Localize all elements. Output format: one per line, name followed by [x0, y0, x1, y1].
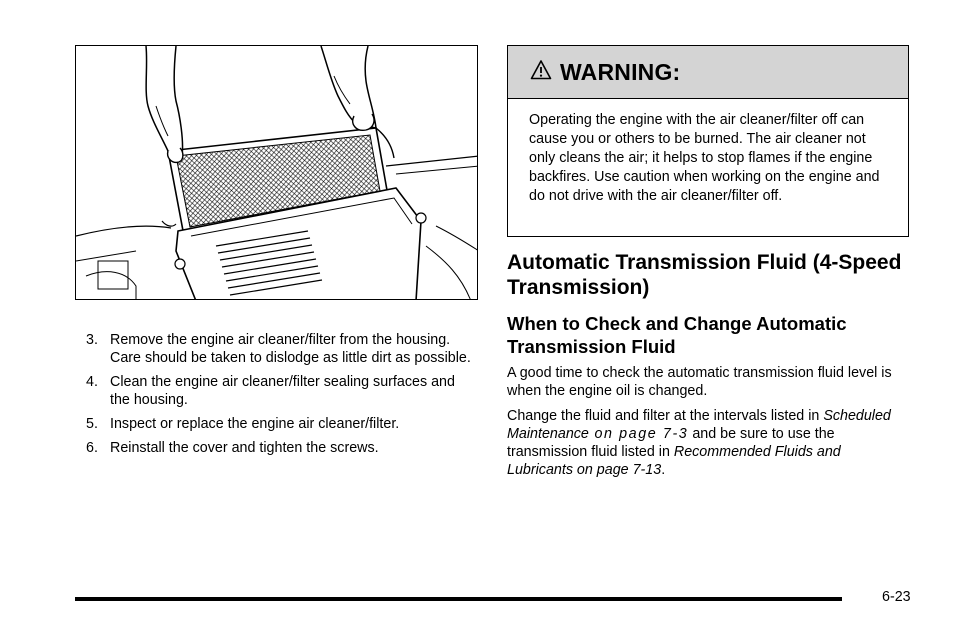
recommended-fluids-link[interactable]: Recommended Fluids and Lubricants on page 7-13 [507, 444, 841, 478]
step-number: 6. [86, 440, 98, 456]
warning-header [508, 46, 908, 99]
list-item [86, 439, 478, 457]
warning-text: Operating the engine with the air cleaner/filter off can cause you or others to be burned. The air cleaner not only cleans the air; it helps to stop flames if the engine backfires. Use caution when working on the engine and do not drive with the air cleaner/filter off. [529, 112, 880, 204]
warning-box [507, 45, 909, 237]
paragraph-text: . [661, 462, 666, 478]
list-item [86, 415, 478, 433]
step-text: Reinstall the cover and tighten the screws. [110, 440, 379, 456]
air-cleaner-illustration [75, 45, 478, 300]
list-item [86, 331, 478, 367]
page-number: 6-23 [882, 589, 911, 605]
step-number: 5. [86, 416, 98, 432]
step-text: Clean the engine air cleaner/filter sealing surfaces and the housing. [110, 374, 455, 408]
step-number: 4. [86, 374, 98, 390]
scheduled-maintenance-page-ref[interactable]: on page 7-3 [588, 426, 689, 442]
warning-triangle-icon [530, 59, 552, 86]
subsection-heading: When to Check and Change Automatic Transmission Fluid [507, 313, 847, 357]
paragraph-change-interval [507, 407, 907, 479]
step-text: Remove the engine air cleaner/filter from the housing. Care should be taken to dislodge as little dirt as possible. [110, 332, 471, 366]
step-text: Inspect or replace the engine air cleaner/filter. [110, 416, 400, 432]
scheduled-maintenance-link[interactable]: Scheduled Maintenance [507, 408, 891, 442]
paragraph-check-timing: A good time to check the automatic transmission fluid level is when the engine oil is changed. [507, 365, 892, 399]
step-number: 3. [86, 332, 98, 348]
procedure-steps [86, 331, 478, 463]
list-item [86, 373, 478, 409]
footer-rule [75, 597, 842, 601]
paragraph-text: Change the fluid and filter at the intervals listed in [507, 408, 824, 424]
warning-title: WARNING: [560, 58, 681, 85]
section-heading: Automatic Transmission Fluid (4-Speed Transmission) [507, 251, 902, 299]
air-cleaner-drawing [76, 46, 478, 300]
paragraph-text: and be sure to use the transmission fluid listed in [507, 426, 835, 460]
